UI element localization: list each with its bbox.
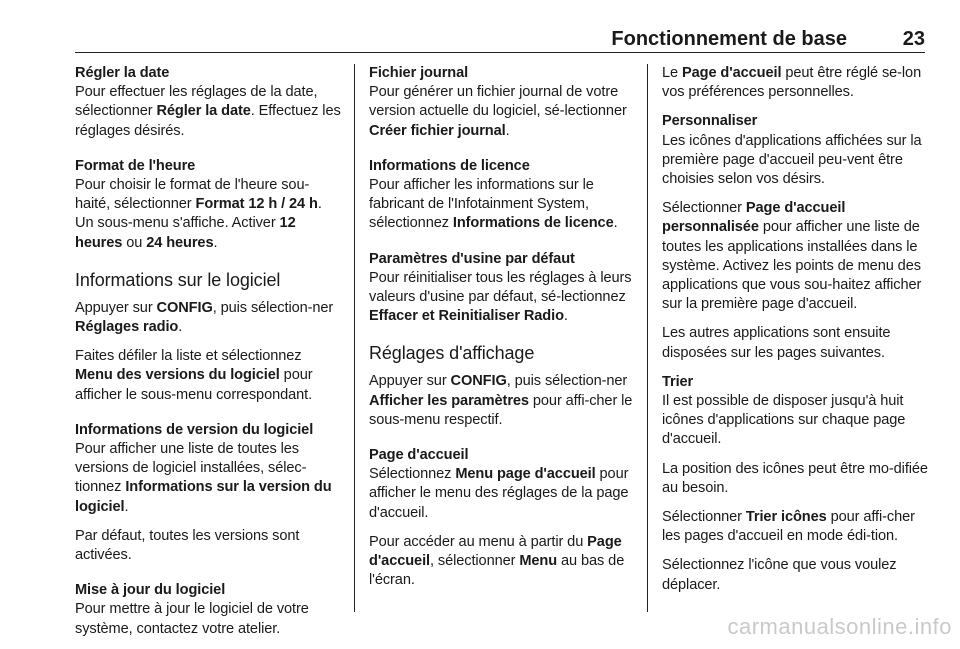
heading-format-heure: Format de l'heure — [75, 157, 196, 174]
watermark: carmanualsonline.info — [727, 614, 952, 639]
section-title-affichage: Réglages d'affichage — [369, 343, 535, 364]
section-maj-logiciel: Mise à jour du logiciel Pour mettre à jour le logiciel de votre système, contactez votre atelier. — [75, 581, 343, 639]
section-personnaliser: Personnaliser Les icônes d'applications affichées sur la première page d'accueil peu-vent être choisies selon vos désirs. — [662, 112, 928, 189]
section-page-accueil: Page d'accueil Sélectionnez Menu page d'accueil pour afficher le menu des réglages de la page d'accueil. — [369, 446, 637, 523]
heading-trier: Trier — [662, 373, 694, 390]
paragraph-trier-icones: Sélectionner Trier icônes pour affi-cher les pages d'accueil en mode édi-tion. — [662, 509, 915, 545]
section-format-heure — [75, 157, 343, 253]
paragraph-format-heure: Pour choisir le format de l'heure sou-haité, sélectionner Format 12 h / 24 h. Un sous-menu s'affiche. Activer 12 heures ou 24 heures. — [75, 177, 322, 251]
heading-licence: Informations de licence — [369, 157, 530, 174]
page-header — [75, 26, 925, 53]
column-divider-2 — [647, 64, 648, 612]
section-trier: Trier Il est possible de disposer jusqu'à huit icônes d'applications sur chaque page d'accueil. — [662, 373, 928, 450]
heading-page-accueil: Page d'accueil — [369, 447, 469, 464]
paragraph-acceder-menu: Pour accéder au menu à partir du Page d'accueil, sélectionner Menu au bas de l'écran. — [369, 533, 625, 589]
paragraph-regler-date: Pour effectuer les réglages de la date, sélectionner Régler la date. Effectuez les réglages désirés. — [75, 84, 341, 139]
column-3 — [662, 64, 928, 605]
paragraph-selectionnez-icone: Sélectionnez l'icône que vous voulez déplacer. — [662, 557, 897, 593]
section-infos-version: Informations de version du logiciel Pour afficher une liste de toutes les versions de logiciel installées, sélec-tionnez Informations sur la version du logiciel. — [75, 421, 343, 517]
paragraph-autres-applications: Les autres applications sont ensuite disposées sur les pages suivantes. — [662, 325, 891, 361]
heading-regler-date: Régler la date — [75, 65, 170, 81]
section-fichier-journal: Fichier journal Pour générer un fichier journal de votre version actuelle du logiciel, sé-lectionner Créer fichier journal. — [369, 64, 637, 141]
heading-infos-version: Informations de version du logiciel — [75, 421, 314, 438]
paragraph-selectionner-personnalisee: Sélectionner Page d'accueil personnalisée pour afficher une liste de toutes les applications installées dans le système. Activez les points de menu des applications que vous sou-haitez afficher sur la première page d'accueil. — [662, 200, 922, 313]
heading-parametres-usine: Paramètres d'usine par défaut — [369, 250, 575, 267]
column-1 — [75, 64, 343, 649]
heading-personnaliser: Personnaliser — [662, 113, 758, 130]
paragraph-position-icones: La position des icônes peut être mo-difiée au besoin. — [662, 460, 928, 496]
paragraph-config: Appuyer sur CONFIG, puis sélection-ner Réglages radio. — [75, 299, 334, 336]
page-number: 23 — [902, 28, 925, 50]
paragraph-defaut: Par défaut, toutes les versions sont activées. — [75, 527, 300, 564]
heading-maj-logiciel: Mise à jour du logiciel — [75, 582, 226, 599]
column-divider-1 — [354, 64, 355, 612]
section-regler-date — [75, 64, 343, 141]
section-title-logiciel: Informations sur le logiciel — [75, 269, 281, 290]
section-parametres-usine: Paramètres d'usine par défaut Pour réinitialiser tous les réglages à leurs valeurs d'usine par défaut, sé-lectionnez Effacer et Reinitialiser Radio. — [369, 250, 637, 327]
section-licence: Informations de licence Pour afficher les informations sur le fabricant de l'Infotainment System, sélectionnez Informations de licence. — [369, 157, 637, 234]
paragraph-afficher-parametres: Appuyer sur CONFIG, puis sélection-ner Afficher les paramètres pour affi-cher le sous-menu respectif. — [369, 373, 633, 428]
heading-fichier-journal: Fichier journal — [369, 65, 469, 81]
column-2 — [369, 64, 637, 600]
paragraph-defiler: Faites défiler la liste et sélectionnez Menu des versions du logiciel pour afficher le sous-menu correspondant. — [75, 348, 313, 403]
page-title: Fonctionnement de base — [611, 28, 847, 50]
paragraph-page-accueil-reglable: Le Page d'accueil peut être réglé se-lon vos préférences personnelles. — [662, 65, 922, 101]
